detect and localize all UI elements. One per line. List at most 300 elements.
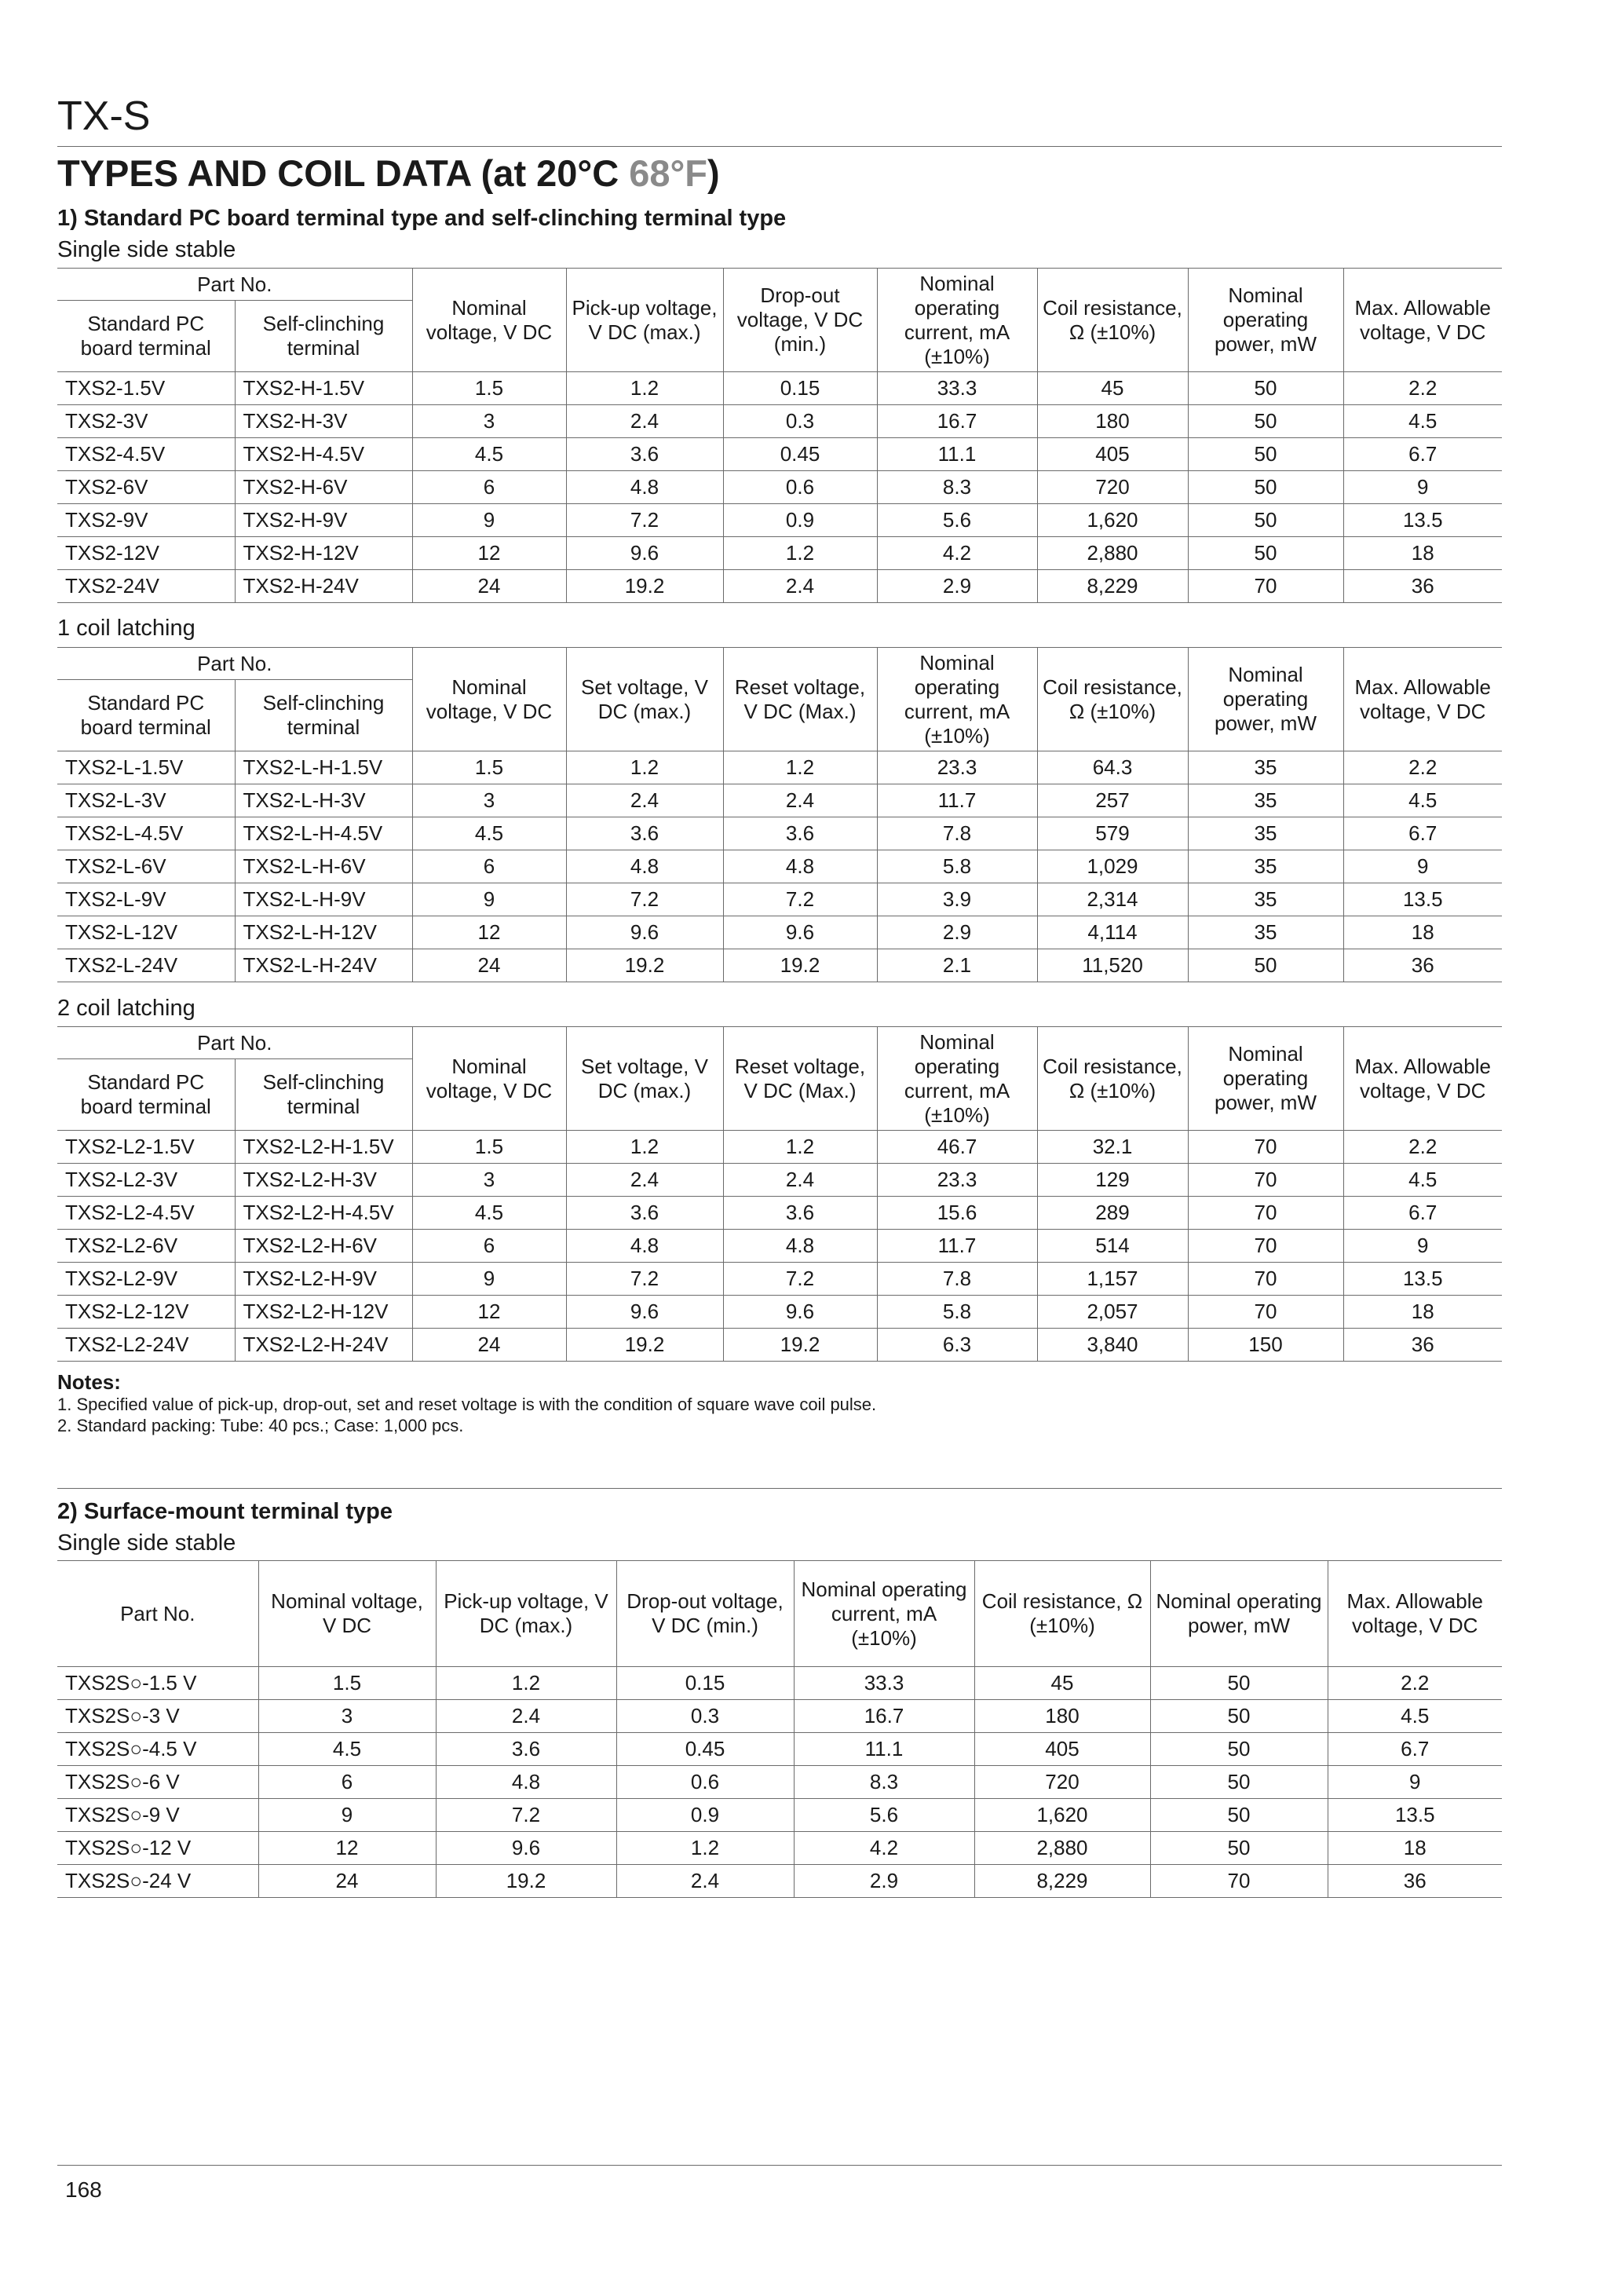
- value-cell: 50: [1150, 1700, 1328, 1733]
- value-cell: 50: [1150, 1799, 1328, 1832]
- value-cell: 4.2: [794, 1832, 974, 1865]
- value-cell: 8.3: [794, 1766, 974, 1799]
- value-cell: 11.7: [877, 1230, 1037, 1263]
- value-cell: 150: [1188, 1329, 1343, 1362]
- nominal-voltage-header: Nominal voltage, V DC: [258, 1561, 436, 1667]
- value-cell: 11.1: [877, 438, 1037, 471]
- part-number-cell: TXS2-H-4.5V: [235, 438, 412, 471]
- value-cell: 3: [412, 784, 566, 817]
- value-cell: 0.6: [616, 1766, 794, 1799]
- value-cell: 2.9: [877, 570, 1037, 603]
- value-cell: 1,029: [1037, 850, 1188, 883]
- value-cell: 2,057: [1037, 1296, 1188, 1329]
- table-row: [57, 405, 1502, 438]
- part-number-cell: TXS2-H-12V: [235, 537, 412, 570]
- value-cell: 19.2: [566, 1329, 723, 1362]
- value-cell: 9: [1343, 850, 1502, 883]
- value-cell: 70: [1188, 1197, 1343, 1230]
- value-cell: 18: [1343, 916, 1502, 949]
- table-row: [57, 1766, 1502, 1799]
- part-number-cell: TXS2-L2-1.5V: [57, 1131, 235, 1164]
- value-cell: 7.2: [723, 883, 877, 916]
- value-cell: 46.7: [877, 1131, 1037, 1164]
- value-cell: 2.4: [723, 1164, 877, 1197]
- part-number-cell: TXS2-L2-24V: [57, 1329, 235, 1362]
- value-cell: 7.2: [566, 1263, 723, 1296]
- operating-current-header: Nominal operating current, mA (±10%): [877, 1027, 1037, 1131]
- value-cell: 2.4: [616, 1865, 794, 1898]
- value-cell: 9.6: [566, 537, 723, 570]
- value-cell: 4,114: [1037, 916, 1188, 949]
- value-cell: 3.6: [436, 1733, 616, 1766]
- value-cell: 9: [1343, 1230, 1502, 1263]
- value-cell: 9.6: [566, 1296, 723, 1329]
- value-cell: 1.5: [412, 1131, 566, 1164]
- value-cell: 12: [258, 1832, 436, 1865]
- value-cell: 70: [1188, 1164, 1343, 1197]
- table-row: [57, 1329, 1502, 1362]
- value-cell: 12: [412, 1296, 566, 1329]
- value-cell: 0.9: [723, 504, 877, 537]
- value-cell: 2.4: [566, 405, 723, 438]
- value-cell: 6.7: [1343, 438, 1502, 471]
- smt-single-side-stable-label: Single side stable: [57, 1530, 236, 1556]
- page-title: [57, 152, 720, 196]
- value-cell: 1.5: [412, 751, 566, 784]
- part-number-cell: TXS2-L2-12V: [57, 1296, 235, 1329]
- value-cell: 5.6: [877, 504, 1037, 537]
- part-number-cell: TXS2-L2-H-12V: [235, 1296, 412, 1329]
- one-coil-latching-table: [57, 647, 1502, 982]
- part-number-cell: TXS2-L2-H-4.5V: [235, 1197, 412, 1230]
- standard-pc-header: Standard PC board terminal: [57, 1059, 235, 1131]
- value-cell: 6: [258, 1766, 436, 1799]
- value-cell: 2.4: [566, 1164, 723, 1197]
- value-cell: 2.2: [1343, 372, 1502, 405]
- part-number-cell: TXS2-L-9V: [57, 883, 235, 916]
- value-cell: 19.2: [566, 949, 723, 982]
- part-number-cell: TXS2-H-9V: [235, 504, 412, 537]
- value-cell: 0.9: [616, 1799, 794, 1832]
- part-number-cell: TXS2-L2-H-3V: [235, 1164, 412, 1197]
- value-cell: 1.2: [723, 1131, 877, 1164]
- value-cell: 70: [1188, 570, 1343, 603]
- value-cell: 24: [258, 1865, 436, 1898]
- value-cell: 514: [1037, 1230, 1188, 1263]
- set-voltage-header: Set voltage, V DC (max.): [566, 1027, 723, 1131]
- surface-mount-table: [57, 1560, 1502, 1898]
- value-cell: 23.3: [877, 751, 1037, 784]
- value-cell: 11.1: [794, 1733, 974, 1766]
- value-cell: 50: [1150, 1832, 1328, 1865]
- operating-current-header: Nominal operating current, mA (±10%): [877, 269, 1037, 372]
- value-cell: 4.8: [723, 1230, 877, 1263]
- value-cell: 36: [1343, 949, 1502, 982]
- value-cell: 5.8: [877, 1296, 1037, 1329]
- value-cell: 2.4: [723, 570, 877, 603]
- value-cell: 405: [1037, 438, 1188, 471]
- value-cell: 6: [412, 1230, 566, 1263]
- self-clinching-header: Self-clinching terminal: [235, 301, 412, 372]
- part-number-cell: TXS2-1.5V: [57, 372, 235, 405]
- value-cell: 4.5: [1343, 1164, 1502, 1197]
- standard-pc-header: Standard PC board terminal: [57, 301, 235, 372]
- coil-resistance-header: Coil resistance, Ω (±10%): [1037, 648, 1188, 751]
- table-row: [57, 1197, 1502, 1230]
- part-number-cell: TXS2-L-6V: [57, 850, 235, 883]
- part-number-cell: TXS2-H-1.5V: [235, 372, 412, 405]
- table-row: [57, 1865, 1502, 1898]
- value-cell: 9: [412, 1263, 566, 1296]
- single-side-stable-table: [57, 268, 1502, 603]
- value-cell: 11.7: [877, 784, 1037, 817]
- part-number-cell: TXS2S○-12 V: [57, 1832, 258, 1865]
- value-cell: 2,314: [1037, 883, 1188, 916]
- part-no-header: Part No.: [57, 269, 412, 301]
- part-number-cell: TXS2-24V: [57, 570, 235, 603]
- value-cell: 33.3: [794, 1667, 974, 1700]
- value-cell: 8.3: [877, 471, 1037, 504]
- value-cell: 13.5: [1328, 1799, 1502, 1832]
- value-cell: 4.5: [412, 817, 566, 850]
- value-cell: 0.3: [723, 405, 877, 438]
- value-cell: 2.2: [1328, 1667, 1502, 1700]
- value-cell: 50: [1188, 949, 1343, 982]
- value-cell: 16.7: [794, 1700, 974, 1733]
- value-cell: 405: [974, 1733, 1150, 1766]
- value-cell: 1.2: [566, 1131, 723, 1164]
- value-cell: 13.5: [1343, 1263, 1502, 1296]
- value-cell: 19.2: [723, 949, 877, 982]
- value-cell: 50: [1188, 372, 1343, 405]
- value-cell: 3: [412, 1164, 566, 1197]
- value-cell: 9: [1343, 471, 1502, 504]
- table-row: [57, 1832, 1502, 1865]
- header-rule: [57, 146, 1502, 147]
- notes-block: [57, 1370, 876, 1436]
- value-cell: 3.6: [566, 1197, 723, 1230]
- part-number-cell: TXS2S○-3 V: [57, 1700, 258, 1733]
- value-cell: 19.2: [723, 1329, 877, 1362]
- value-cell: 7.8: [877, 817, 1037, 850]
- operating-power-header: Nominal operating power, mW: [1188, 648, 1343, 751]
- coil-resistance-header: Coil resistance, Ω (±10%): [1037, 1027, 1188, 1131]
- value-cell: 180: [974, 1700, 1150, 1733]
- part-number-cell: TXS2-L-3V: [57, 784, 235, 817]
- operating-power-header: Nominal operating power, mW: [1188, 1027, 1343, 1131]
- table-row: [57, 1799, 1502, 1832]
- value-cell: 70: [1150, 1865, 1328, 1898]
- coil-resistance-header: Coil resistance, Ω (±10%): [1037, 269, 1188, 372]
- value-cell: 9.6: [723, 916, 877, 949]
- part-no-header: Part No.: [57, 1561, 258, 1667]
- part-number-cell: TXS2-L-4.5V: [57, 817, 235, 850]
- value-cell: 3.9: [877, 883, 1037, 916]
- part-number-cell: TXS2-L2-6V: [57, 1230, 235, 1263]
- value-cell: 13.5: [1343, 504, 1502, 537]
- part-number-cell: TXS2-L2-H-6V: [235, 1230, 412, 1263]
- value-cell: 6.7: [1343, 1197, 1502, 1230]
- value-cell: 50: [1188, 405, 1343, 438]
- value-cell: 2.9: [877, 916, 1037, 949]
- value-cell: 720: [974, 1766, 1150, 1799]
- value-cell: 1.2: [616, 1832, 794, 1865]
- self-clinching-header: Self-clinching terminal: [235, 1059, 412, 1131]
- value-cell: 9: [412, 883, 566, 916]
- coil-resistance-header: Coil resistance, Ω (±10%): [974, 1561, 1150, 1667]
- two-coil-latching-table: [57, 1026, 1502, 1362]
- value-cell: 23.3: [877, 1164, 1037, 1197]
- part-number-cell: TXS2-H-6V: [235, 471, 412, 504]
- value-cell: 9.6: [436, 1832, 616, 1865]
- value-cell: 0.45: [723, 438, 877, 471]
- value-cell: 4.8: [723, 850, 877, 883]
- value-cell: 1,157: [1037, 1263, 1188, 1296]
- value-cell: 8,229: [1037, 570, 1188, 603]
- value-cell: 2.4: [436, 1700, 616, 1733]
- part-number-cell: TXS2S○-24 V: [57, 1865, 258, 1898]
- value-cell: 4.5: [412, 438, 566, 471]
- value-cell: 1,620: [974, 1799, 1150, 1832]
- part-number-cell: TXS2-L-H-1.5V: [235, 751, 412, 784]
- value-cell: 36: [1328, 1865, 1502, 1898]
- part-number-cell: TXS2-L-H-12V: [235, 916, 412, 949]
- value-cell: 2.9: [794, 1865, 974, 1898]
- part-number-cell: TXS2-4.5V: [57, 438, 235, 471]
- value-cell: 6.3: [877, 1329, 1037, 1362]
- footer-rule: [57, 2165, 1502, 2166]
- part-no-header: Part No.: [57, 648, 412, 680]
- value-cell: 1.2: [723, 537, 877, 570]
- part-number-cell: TXS2-L-12V: [57, 916, 235, 949]
- value-cell: 70: [1188, 1296, 1343, 1329]
- value-cell: 2.2: [1343, 751, 1502, 784]
- value-cell: 7.2: [723, 1263, 877, 1296]
- value-cell: 9: [1328, 1766, 1502, 1799]
- value-cell: 4.5: [1328, 1700, 1502, 1733]
- table-row: [57, 850, 1502, 883]
- value-cell: 4.2: [877, 537, 1037, 570]
- value-cell: 35: [1188, 784, 1343, 817]
- part-number-cell: TXS2-3V: [57, 405, 235, 438]
- set-voltage-header: Set voltage, V DC (max.): [566, 648, 723, 751]
- reset-voltage-header: Reset voltage, V DC (Max.): [723, 1027, 877, 1131]
- value-cell: 7.8: [877, 1263, 1037, 1296]
- part-number-cell: TXS2-L2-3V: [57, 1164, 235, 1197]
- value-cell: 7.2: [566, 883, 723, 916]
- value-cell: 4.5: [412, 1197, 566, 1230]
- value-cell: 6: [412, 850, 566, 883]
- part-number-cell: TXS2-L2-9V: [57, 1263, 235, 1296]
- part-number-cell: TXS2-L2-H-24V: [235, 1329, 412, 1362]
- value-cell: 3,840: [1037, 1329, 1188, 1362]
- self-clinching-header: Self-clinching terminal: [235, 680, 412, 751]
- page-number: 168: [65, 2177, 102, 2202]
- value-cell: 0.45: [616, 1733, 794, 1766]
- value-cell: 50: [1150, 1733, 1328, 1766]
- value-cell: 64.3: [1037, 751, 1188, 784]
- operating-power-header: Nominal operating power, mW: [1188, 269, 1343, 372]
- value-cell: 50: [1188, 537, 1343, 570]
- part-number-cell: TXS2-L-H-4.5V: [235, 817, 412, 850]
- value-cell: 3.6: [723, 817, 877, 850]
- value-cell: 289: [1037, 1197, 1188, 1230]
- part-number-cell: TXS2-H-3V: [235, 405, 412, 438]
- table-row: [57, 1230, 1502, 1263]
- part-number-cell: TXS2-H-24V: [235, 570, 412, 603]
- value-cell: 7.2: [436, 1799, 616, 1832]
- value-cell: 2.2: [1343, 1131, 1502, 1164]
- value-cell: 45: [1037, 372, 1188, 405]
- value-cell: 1,620: [1037, 504, 1188, 537]
- value-cell: 36: [1343, 1329, 1502, 1362]
- value-cell: 50: [1150, 1667, 1328, 1700]
- value-cell: 5.6: [794, 1799, 974, 1832]
- value-cell: 18: [1328, 1832, 1502, 1865]
- value-cell: 1.2: [566, 372, 723, 405]
- table-row: [57, 784, 1502, 817]
- notes-heading: Notes:: [57, 1370, 121, 1394]
- value-cell: 129: [1037, 1164, 1188, 1197]
- value-cell: 33.3: [877, 372, 1037, 405]
- table-row: [57, 1263, 1502, 1296]
- table-row: [57, 537, 1502, 570]
- table-row: [57, 949, 1502, 982]
- part-number-cell: TXS2-L-1.5V: [57, 751, 235, 784]
- two-coil-latching-label: 2 coil latching: [57, 996, 195, 1021]
- table-row: [57, 504, 1502, 537]
- dropout-voltage-header: Drop-out voltage, V DC (min.): [723, 269, 877, 372]
- nominal-voltage-header: Nominal voltage, V DC: [412, 1027, 566, 1131]
- value-cell: 18: [1343, 1296, 1502, 1329]
- title-fahrenheit: 68°F: [629, 152, 708, 194]
- max-voltage-header: Max. Allowable voltage, V DC: [1343, 269, 1502, 372]
- value-cell: 11,520: [1037, 949, 1188, 982]
- title-main: TYPES AND COIL DATA (at 20°C: [57, 152, 630, 194]
- max-voltage-header: Max. Allowable voltage, V DC: [1343, 648, 1502, 751]
- value-cell: 4.5: [1343, 784, 1502, 817]
- value-cell: 45: [974, 1667, 1150, 1700]
- part-number-cell: TXS2S○-4.5 V: [57, 1733, 258, 1766]
- value-cell: 50: [1188, 504, 1343, 537]
- value-cell: 3.6: [723, 1197, 877, 1230]
- value-cell: 0.15: [723, 372, 877, 405]
- value-cell: 720: [1037, 471, 1188, 504]
- value-cell: 8,229: [974, 1865, 1150, 1898]
- value-cell: 1.5: [258, 1667, 436, 1700]
- value-cell: 50: [1150, 1766, 1328, 1799]
- value-cell: 7.2: [566, 504, 723, 537]
- part-number-cell: TXS2S○-6 V: [57, 1766, 258, 1799]
- value-cell: 9: [258, 1799, 436, 1832]
- single-side-stable-label: Single side stable: [57, 237, 236, 262]
- table-row: [57, 372, 1502, 405]
- value-cell: 12: [412, 537, 566, 570]
- value-cell: 4.5: [1343, 405, 1502, 438]
- part-number-cell: TXS2S○-1.5 V: [57, 1667, 258, 1700]
- table-row: [57, 1733, 1502, 1766]
- max-voltage-header: Max. Allowable voltage, V DC: [1343, 1027, 1502, 1131]
- part-number-cell: TXS2-L-24V: [57, 949, 235, 982]
- value-cell: 1.2: [566, 751, 723, 784]
- title-end: ): [707, 152, 720, 194]
- reset-voltage-header: Reset voltage, V DC (Max.): [723, 648, 877, 751]
- value-cell: 0.6: [723, 471, 877, 504]
- value-cell: 35: [1188, 916, 1343, 949]
- pickup-voltage-header: Pick-up voltage, V DC (max.): [566, 269, 723, 372]
- value-cell: 257: [1037, 784, 1188, 817]
- value-cell: 3.6: [566, 438, 723, 471]
- value-cell: 180: [1037, 405, 1188, 438]
- one-coil-latching-label: 1 coil latching: [57, 616, 195, 641]
- value-cell: 2.1: [877, 949, 1037, 982]
- value-cell: 2.4: [723, 784, 877, 817]
- dropout-voltage-header: Drop-out voltage, V DC (min.): [616, 1561, 794, 1667]
- part-number-cell: TXS2-L2-H-1.5V: [235, 1131, 412, 1164]
- value-cell: 4.8: [566, 471, 723, 504]
- value-cell: 19.2: [436, 1865, 616, 1898]
- section2-heading: 2) Surface-mount terminal type: [57, 1499, 393, 1524]
- value-cell: 1.2: [436, 1667, 616, 1700]
- nominal-voltage-header: Nominal voltage, V DC: [412, 648, 566, 751]
- value-cell: 9.6: [566, 916, 723, 949]
- value-cell: 2,880: [974, 1832, 1150, 1865]
- value-cell: 35: [1188, 817, 1343, 850]
- value-cell: 579: [1037, 817, 1188, 850]
- value-cell: 0.3: [616, 1700, 794, 1733]
- value-cell: 9: [412, 504, 566, 537]
- part-no-header: Part No.: [57, 1027, 412, 1059]
- standard-pc-header: Standard PC board terminal: [57, 680, 235, 751]
- value-cell: 13.5: [1343, 883, 1502, 916]
- nominal-voltage-header: Nominal voltage, V DC: [412, 269, 566, 372]
- value-cell: 4.8: [566, 1230, 723, 1263]
- table-row: [57, 883, 1502, 916]
- value-cell: 12: [412, 916, 566, 949]
- value-cell: 35: [1188, 751, 1343, 784]
- value-cell: 70: [1188, 1131, 1343, 1164]
- table-row: [57, 1667, 1502, 1700]
- value-cell: 35: [1188, 850, 1343, 883]
- value-cell: 24: [412, 570, 566, 603]
- part-number-cell: TXS2S○-9 V: [57, 1799, 258, 1832]
- value-cell: 36: [1343, 570, 1502, 603]
- value-cell: 5.8: [877, 850, 1037, 883]
- part-number-cell: TXS2-6V: [57, 471, 235, 504]
- value-cell: 1.2: [723, 751, 877, 784]
- value-cell: 4.8: [436, 1766, 616, 1799]
- operating-power-header: Nominal operating power, mW: [1150, 1561, 1328, 1667]
- series-name: TX-S: [57, 93, 151, 139]
- table-row: [57, 817, 1502, 850]
- value-cell: 3.6: [566, 817, 723, 850]
- max-voltage-header: Max. Allowable voltage, V DC: [1328, 1561, 1502, 1667]
- part-number-cell: TXS2-9V: [57, 504, 235, 537]
- value-cell: 35: [1188, 883, 1343, 916]
- table-row: [57, 1296, 1502, 1329]
- value-cell: 16.7: [877, 405, 1037, 438]
- table-row: [57, 438, 1502, 471]
- operating-current-header: Nominal operating current, mA (±10%): [877, 648, 1037, 751]
- part-number-cell: TXS2-L-H-24V: [235, 949, 412, 982]
- value-cell: 15.6: [877, 1197, 1037, 1230]
- note-2: 2. Standard packing: Tube: 40 pcs.; Case: 1,000 pcs.: [57, 1416, 464, 1435]
- value-cell: 3: [258, 1700, 436, 1733]
- table-row: [57, 471, 1502, 504]
- table-row: [57, 1131, 1502, 1164]
- value-cell: 2.4: [566, 784, 723, 817]
- section1-heading: 1) Standard PC board terminal type and self-clinching terminal type: [57, 206, 787, 231]
